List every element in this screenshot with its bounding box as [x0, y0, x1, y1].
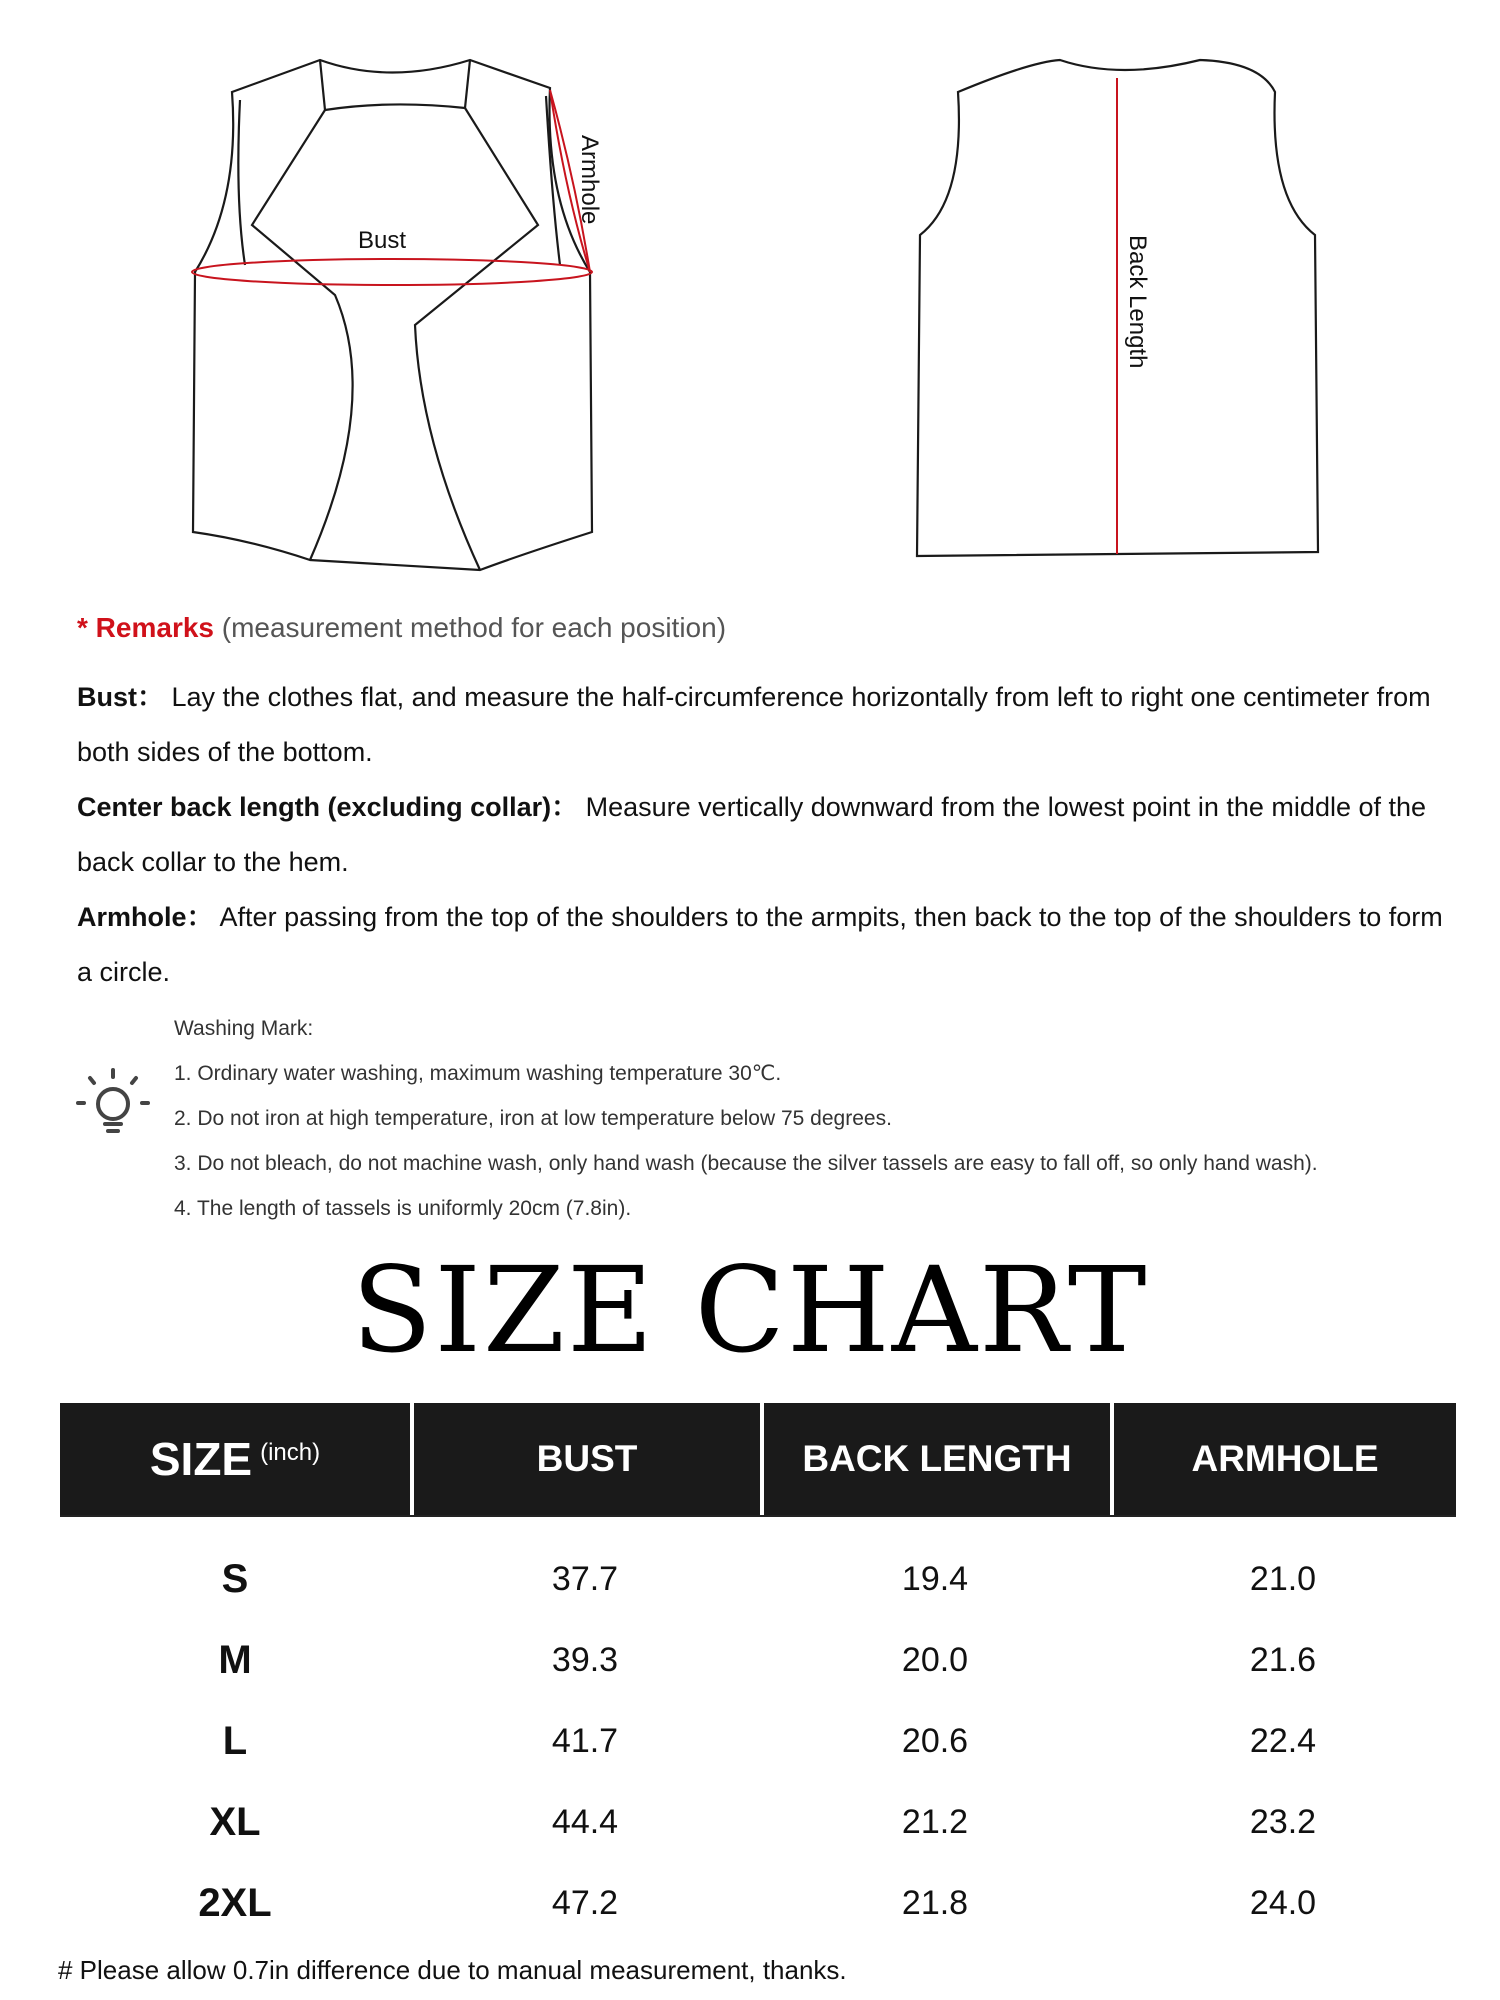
table-row: [60, 1863, 1456, 1944]
bust-measure: [192, 259, 592, 285]
cell-armhole: 21.6: [1249, 1641, 1317, 1679]
header-size: [60, 1403, 410, 1515]
header-back-length: BACK LENGTH: [760, 1403, 1110, 1515]
table-row: [60, 1620, 1456, 1701]
remark-term: Bust：: [77, 682, 164, 712]
table-row: [60, 1701, 1456, 1782]
size-chart-title: SIZE CHART: [351, 1241, 1149, 1379]
cell-bust: 37.7: [551, 1560, 619, 1598]
remark-term: Armhole：: [77, 902, 214, 932]
cell-back-length: 21.2: [901, 1803, 969, 1841]
back-length-label: Back Length: [1124, 235, 1151, 369]
cell-size: M: [218, 1638, 252, 1682]
cell-size: L: [222, 1719, 248, 1763]
header-armhole: ARMHOLE: [1110, 1403, 1456, 1515]
footnote: # Please allow 0.7in difference due to manual measurement, thanks.: [58, 1955, 847, 1985]
cell-back-length: 19.4: [901, 1560, 969, 1598]
cell-armhole: 21.0: [1249, 1560, 1317, 1598]
header-unit-label: (inch): [260, 1439, 321, 1466]
remark-armhole: [77, 890, 1457, 1000]
cell-back-length: 20.6: [901, 1722, 969, 1760]
remarks-subtitle: (measurement method for each position): [221, 612, 727, 643]
armhole-label: Armhole: [576, 135, 603, 225]
cell-bust: 47.2: [551, 1884, 619, 1922]
remark-back-length: [77, 780, 1457, 890]
cell-bust: 39.3: [551, 1641, 619, 1679]
cell-size: XL: [209, 1800, 261, 1844]
table-row: [60, 1539, 1456, 1620]
cell-bust: 44.4: [551, 1803, 619, 1841]
lightbulb-icon: [72, 1066, 154, 1148]
cell-armhole: 22.4: [1249, 1722, 1317, 1760]
bust-label: Bust: [358, 227, 407, 254]
cell-size: S: [221, 1557, 249, 1601]
remark-text: Lay the clothes flat, and measure the half-circumference horizontally from left to right one centimeter from both sides of the bottom.: [77, 682, 1431, 767]
remarks-section: [77, 612, 1457, 1000]
remarks-title: * Remarks: [77, 612, 214, 643]
remark-text: After passing from the top of the shoulders to the armpits, then back to the top of the shoulders to form a circle.: [77, 902, 1443, 987]
header-size-label: SIZE: [149, 1433, 253, 1485]
remark-term: Center back length (excluding collar)：: [77, 792, 579, 822]
table-header: [60, 1403, 1456, 1515]
remarks-heading: [77, 612, 1457, 644]
cell-armhole: 24.0: [1249, 1884, 1317, 1922]
cell-back-length: 20.0: [901, 1641, 969, 1679]
washing-item: 4. The length of tassels is uniformly 20cm (7.8in).: [174, 1197, 632, 1220]
washing-heading: Washing Mark:: [174, 1017, 314, 1040]
header-bust: BUST: [410, 1403, 760, 1515]
table-row: [60, 1782, 1456, 1863]
size-table: [60, 1403, 1456, 1944]
washing-item: 1. Ordinary water washing, maximum washing temperature 30℃.: [174, 1062, 782, 1085]
cell-size: 2XL: [198, 1881, 272, 1925]
cell-armhole: 23.2: [1249, 1803, 1317, 1841]
washing-instructions: [174, 1014, 1318, 1239]
cell-back-length: 21.8: [901, 1884, 969, 1922]
cell-bust: 41.7: [551, 1722, 619, 1760]
washing-item: 3. Do not bleach, do not machine wash, only hand wash (because the silver tassels are easy to fall off, so only hand wash).: [174, 1152, 1318, 1175]
washing-item: 2. Do not iron at high temperature, iron at low temperature below 75 degrees.: [174, 1107, 892, 1130]
vest-diagram: [0, 0, 1500, 600]
remark-text: Measure vertically downward from the lowest point in the middle of the back collar to the hem.: [77, 792, 1427, 877]
front-vest-outline: [193, 60, 592, 570]
table-body: [60, 1517, 1456, 1944]
remark-bust: [77, 670, 1457, 780]
